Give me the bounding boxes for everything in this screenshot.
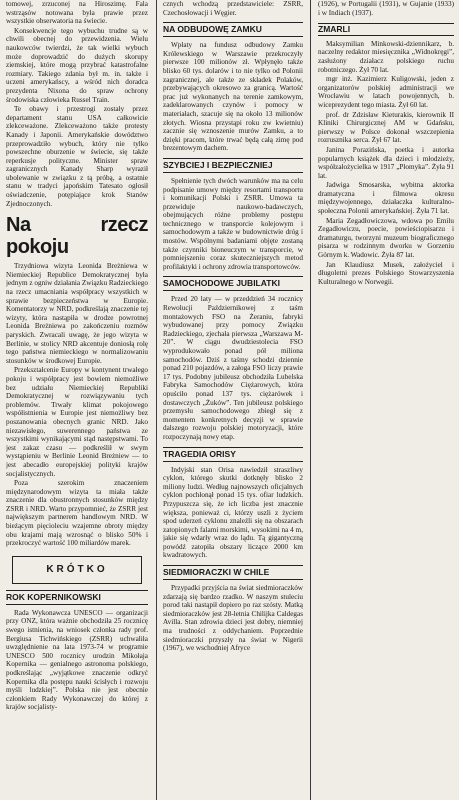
obituary-entry: Maksymilian Minkowski-dziennikarz, b. naczelny redaktor miesięcznika „Widnokręgi”, zasłużony działacz polskiego ruchu robotniczego. Żył 70 lat. — [318, 39, 454, 74]
section-body-orisa: Indyjski stan Orisa nawiedził straszliwy cyklon, którego skutki dotknęły blisko 2 miliony ludzi. Według najnowszych oficjalnych cyklon pochłonął ponad 15 tys. ofiar ludzkich. Przypuszcza się, że ich liczba jest znacznie większa, ponieważ ci, którzy uszli z życiem spod uderzeń cyklonu znaleźli się na obszarach zatopionych falami morskimi, wysokimi na 4 m, jakie się wdarły wraz do lądu. Tą gigantyczną powódź zatopiła obszary liczące 2000 km kwadratowych. — [163, 465, 303, 560]
right-lead: (1926), w Portugalii (1931), w Gujanie (1933) i w Indiach (1937). — [318, 0, 454, 17]
obituary-entry: Janina Porazińska, poetka i autorka popularnych książek dla dzieci i młodzieży, współzałożycielka w 1917 „Płomyka”. Żyła 91 lat. — [318, 145, 454, 180]
section-heading-siedmioraczki: SIEDMIORACZKI W CHILE — [163, 565, 303, 580]
obituary-entry: Jan Klaudiusz Musek, założyciel i długoletni prezes Polskiego Stowarzyszenia Kulturalnego w Norwegii. — [318, 260, 454, 286]
column-divider — [310, 0, 311, 800]
obituary-entry: mgr inż. Kazimierz Kuligowski, jeden z organizatorów polskiej administracji we Wrocławiu w latach powojennych, b. wiceprezydent tego miasta. Żył 60 lat. — [318, 75, 454, 109]
section-body-siedmioraczki: Przypadki przyjścia na świat siedmioraczków zdarzają się bardzo rzadko. W naszym stuleciu porod taki nastąpił dopiero po raz szósty. Matką siedmioraczków jest 28-letnia Chilijka Caldegas Avilla. Stan zdrowia dzieci jest dobry, niemniej ma trudności z oddychaniem. Poprzednie siedmioraczki przyszły na świat w Nigerii (1967), we wschodniej Afryce — [163, 584, 303, 653]
section-body-zamek: Wpłaty na fundusz odbudowy Zamku Królewskiego w Warszawie przekroczyły pierwsze 100 milionów zł. Wpłynęło także blisko 60 tys. dolarów i to nie tylko od Polonii zagranicznej, ale także ze składek Polaków, przebywających okresowo za granicą. Wartość prac już wykonanych na terenie zamkowym, zadeklarowanych czynów i pomocy w materiałach, szacuje się na około 13 milionów złotych. Wiosna przystąpi roku zw kwietniu) zacznie się wznoszenie murów Zamku, a to dzięki pracom, które trwać będą całą zimę pod brezentowym dachem. — [163, 41, 303, 153]
intro-paragraph-3: Te obawy i przestrogi zostały przez departament stanu USA całkowicie zlekceważone. Zlekceważono także protesty Kanady i Japonii. Amerykańskie dowództwo przeprowadziło wybuch, który nie tylko powszechne oburzenie w świecie, się także reperkusje polityczne. Minister spraw zagranicznych Kanady Sharp wyraził ubolewanie w związku z tą próbą, a ostatnie stanu w tradyci japońskim Tatesato ogłosił oświadczenie, potępiające krok Stanów Zjednoczonych. — [6, 105, 148, 208]
article-title: Na rzecz pokoju — [6, 214, 148, 259]
article-paragraph-1: Trzydniowa wizyta Leonida Breżniewa w Niemieckiej Republice Demokratycznej była jednym z ogniw działania Związku Radzieckiego na rzecz umacniania współpracy wszystkich w sprawie bezpieczeństwa w Europie. Komentatorzy w NRD, podkreślają znaczenie tej wizyty, która nastąpiła w drodze powrotnej Leonida Breżniewa po zakończeniu rozmów paryskich. Zwracali uwagę, że jego wizyta w Berlinie, w stolicy NRD akcentuje doniosłą rolę tego państwa niemieckiego w normalizowaniu stosunków w środkowej Europie. — [6, 262, 148, 365]
section-heading-szybciej: SZYBCIEJ I BEZPIECZNIEJ — [163, 158, 303, 173]
krotko-heading: KRÓTKO — [46, 563, 108, 575]
column-left — [6, 0, 148, 800]
middle-lead: cznych wchodzą przedstawiciele: ZSRR, Czechosłowacji i Węgier. — [163, 0, 303, 17]
column-middle — [163, 0, 303, 800]
obituary-entry: prof. dr Zdzisław Kieturakis, kierownik II Kliniki Chirurgicznej AM w Gdańsku, pierwszy w Polsce dokonał wszczepienia rozrusznika serca. Żył 67 lat. — [318, 110, 454, 145]
column-right — [318, 0, 454, 800]
article-paragraph-3: Poza szerokim znaczeniem międzynarodowym wizyta ta miała także znaczenie dla obustronnych stosunków między ZSRR i NRD. Warto przypomnieć, że ZSRR jest największym partnerem handlowym NRD. W bieżącym pięcioleciu wzajemne obroty między obu krajami mają wzrosnąć o blisko 50% i przekroczyć wartość 100 miliardów marek. — [6, 479, 148, 548]
section-body-rok: Rada Wykonawcza UNESCO — organizacji przy ONZ, która ważnie obchodziła 25 rocznicę swego istnienia, na wniosek członka rady prof. Bergiusa Tichwińskiego (ZSRR) uchwaliła uwzględnienie na lata 1973-74 w programie UNESCO 500 rocznicy urodzin Mikołaja Kopernika — genialnego astronoma polskiego, podkreślając „wyjątkowe znaczenie odkryć Kopernika dla postępu nauki ścisłych i rozwoju myśli ludzkiej”. Polska nie jest obecnie członkiem Rady Wykonawczej do której z krajów socjalisty- — [6, 608, 148, 712]
section-heading-zmarli: ZMARLI — [318, 23, 454, 36]
obituary-entry: Jadwiga Smosarska, wybitna aktorka dramatyczna i filmowa okresu międzywojennego, działaczka kulturalno-społeczna Polonii amerykańskiej. Żyła 71 lat. — [318, 181, 454, 216]
section-heading-zamek: NA ODBUDOWĘ ZAMKU — [163, 22, 303, 37]
section-body-szybciej: Spełnienie tych dwóch warunków ma na celu podpisanie umowy między resortami transportu i komunikacji Polski i ZSRR. Umowa ta przewiduje naukowo-badawczych, obejmujących różne problemy postępu technicznego w transporcie kolejowym i samochodowym a także w budownictwie dróg i mostów. Wspólnymi badaniami objęte zostaną także czynniki bioneuczym w transporcie, w pomniejszeniu coraz skuteczniejszych metod profilaktyki i ochrony zdrowia transportowców. — [163, 176, 303, 271]
section-heading-orisa: TRAGEDIA ORISY — [163, 447, 303, 462]
krotko-box — [12, 556, 142, 584]
obituary-entry: Maria Zegadłowiczowa, wdowa po Emilu Zegadłowiczu, poecie, powieściopisarzu i dramaturgu, tworzyni muzeum biograficznego pisarza w rodzinnym dworku w Gorzeniu Górnym k. Wadowic. Żyła 87 lat. — [318, 216, 454, 260]
intro-paragraph-2: Konsekwencje tego wybuchu trudne są w chwili obecnej do przewidzenia. Wielu naukowców twierdzi, że tak wielki wybuch może doprowadzić do dużych skorupy ziemskiej, które mogą przybrać katastrofalne rozmiary. Takiego zdania był m. in. także i uczeni amerykańscy, a wśród nich doradca prezydenta Nixona do spraw ochrony środowiska człowieka Russel Train. — [6, 26, 148, 104]
column-divider — [156, 0, 157, 800]
section-heading-rok: ROK KOPERNIKOWSKI — [6, 590, 148, 605]
section-body-jubilatki: Przed 20 laty — w przeddzień 34 rocznicy Rewolucji Październikowej z taśm montażowych FSO na Żeraniu, fabryki wybudowanej przy pomocy Związku Radzieckiego, zjechała pierwsza „Warszawa M-20”. W ciągu dwudziestolecia FSO wyprodukowało ponad pół miliona samochodów. Dziś z taśmy schodzi dziennie ponad 210 pojazdów, a załoga FSO liczy prawie 17 tys. Podobny jubileusz obchodziła Lubelska Fabryka Samochodów Ciężarowych, która opuściło ponad 137 tys. ciężarówek i dostawczych „Żuków”. Ten jubileusz polskiego przemysłu samochodowego zbiegł się z momentem konkretnych decyzji w sprawie dalszego rozwoju polskiej motoryzacji, które rozpoczynają nowy etap. — [163, 295, 303, 441]
intro-paragraph-1: tomowej, zrzuconej na Hiroszimę. Fala wstrząsów notowana była prawie przez wszystkie obserwatoria na świecie. — [6, 0, 148, 26]
article-paragraph-2: Przekształcenie Europy w kontynent trwałego pokoju i współpracy jest bowiem niemożliwe bez udziału Niemieckiej Republiki Demokratycznej w rozwiązywaniu tych problemów. Trwały klimat pokojowego współistnienia w Europie jest niemożliwy bez poszanowania obecnych granic NRD. Jako niezawisłego, suwerennego państwa ze wszystkimi wynikającymi stąd następstwami. To jest zakaz czasu — podkreślił w swym wystąpieniu w Berlinie Leonid Breżniew — to jest abecadło europejskiej polityki krajów socjalistycznych. — [6, 366, 148, 478]
section-heading-jubilatki: SAMOCHODOWE JUBILATKI — [163, 276, 303, 291]
